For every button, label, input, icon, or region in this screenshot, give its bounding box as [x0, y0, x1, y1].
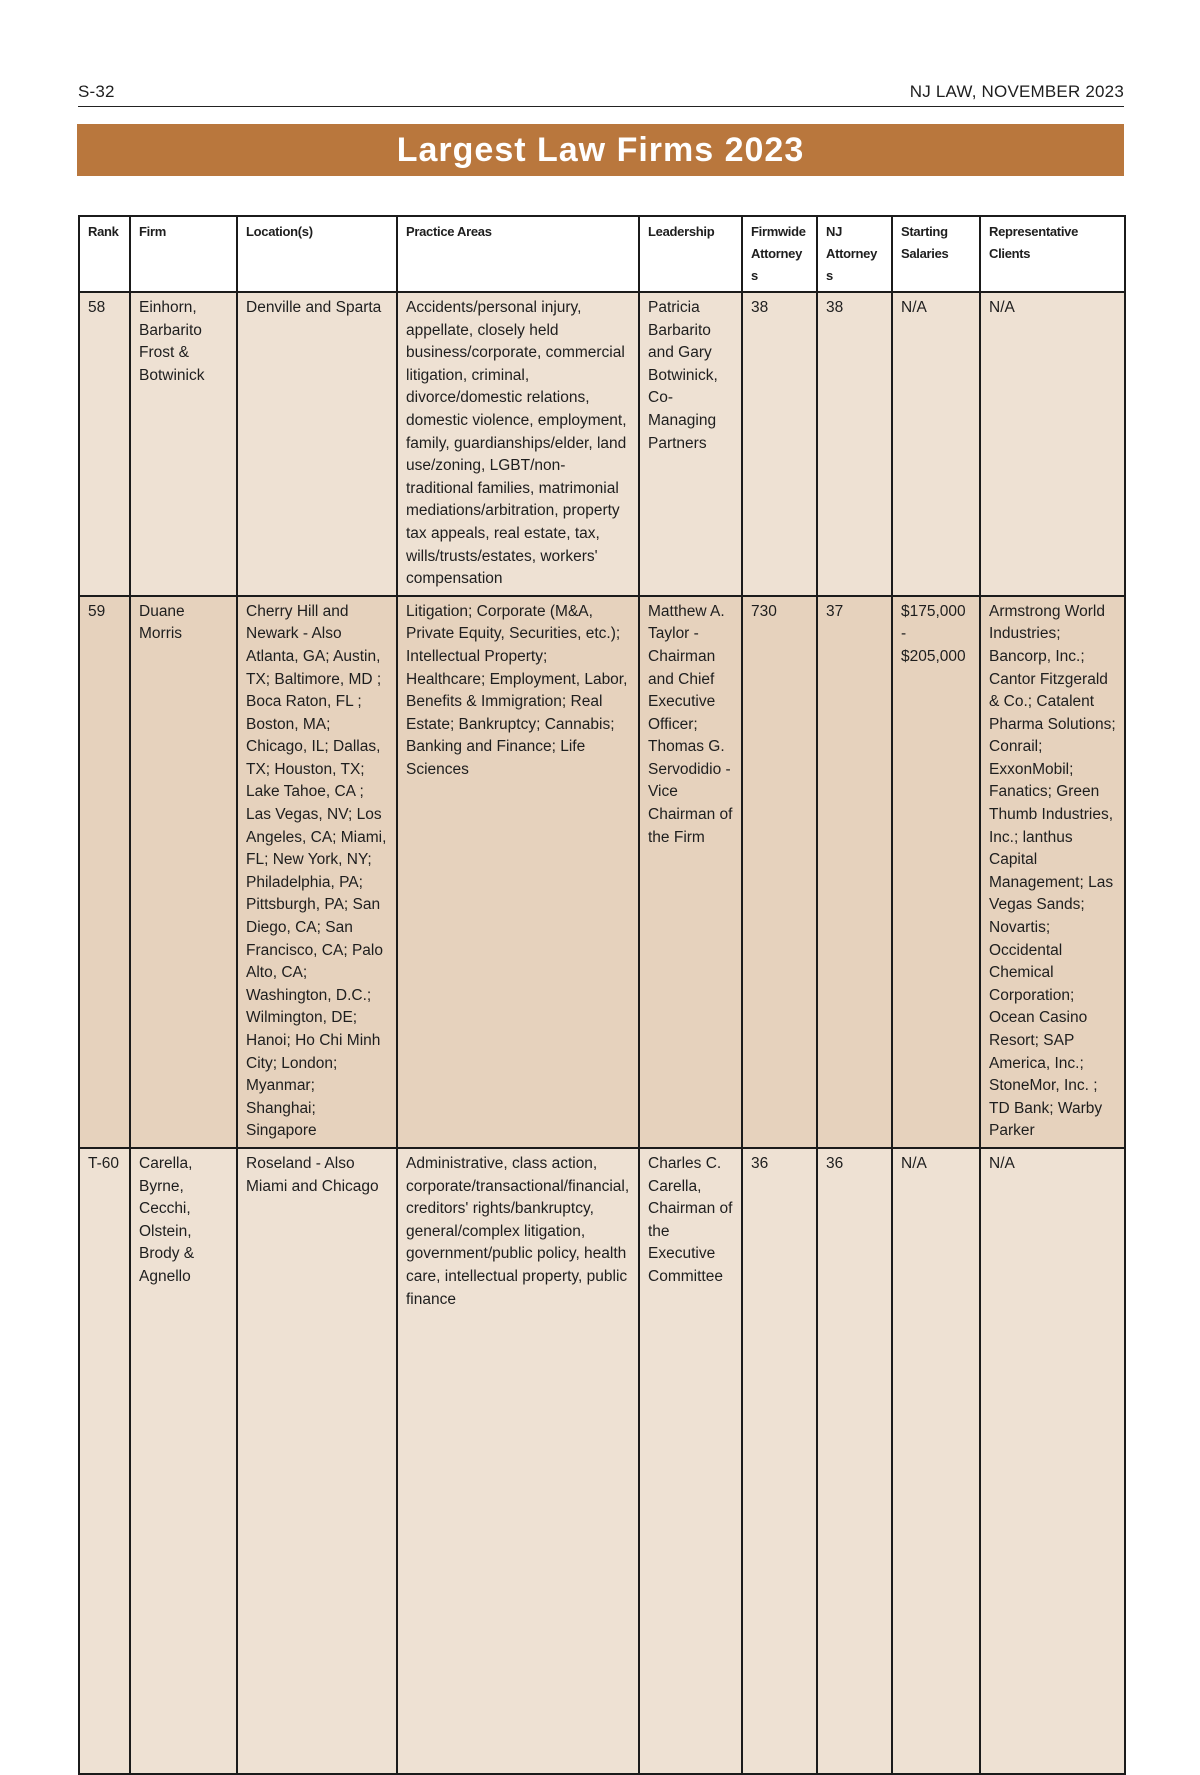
cell-practice-areas: Litigation; Corporate (M&A, Private Equity, Securities, etc.); Intellectual Property; Healthcare; Employment, Labor, Benefits & Immigration; Real Estate; Bankruptcy; Cannabis; Banking and Finance; Life Sciences — [397, 596, 639, 1148]
cell-nj-attorneys: 37 — [817, 596, 892, 1148]
cell-representative-clients: Armstrong World Industries; Bancorp, Inc.; Cantor Fitzgerald & Co.; Catalent Pharma Solutions; Conrail; ExxonMobil; Fanatics; Green Thumb Industries, Inc.; lanthus Capital Management; Las Vegas Sands; Novartis; Occidental Chemical Corporation; Ocean Casino Resort; SAP America, Inc.; StoneMor, Inc. ; TD Bank; Warby Parker — [980, 596, 1125, 1148]
law-firms-table — [78, 215, 1126, 1775]
cell-firmwide-attorneys: 38 — [742, 292, 817, 596]
cell-representative-clients: N/A — [980, 292, 1125, 596]
cell-starting-salaries: N/A — [892, 292, 980, 596]
cell-leadership: Patricia Barbarito and Gary Botwinick, Co-Managing Partners — [639, 292, 742, 596]
cell-nj-attorneys: 38 — [817, 292, 892, 596]
cell-locations: Cherry Hill and Newark - Also Atlanta, GA; Austin, TX; Baltimore, MD ; Boca Raton, FL ; Boston, MA; Chicago, IL; Dallas, TX; Houston, TX; Lake Tahoe, CA ; Las Vegas, NV; Los Angeles, CA; Miami, FL; New York, NY; Philadelphia, PA; Pittsburgh, PA; San Diego, CA; San Francisco, CA; Palo Alto, CA; Washington, D.C.; Wilmington, DE; Hanoi; Ho Chi Minh City; London; Myanmar; Shanghai; Singapore — [237, 596, 397, 1148]
title-banner — [77, 124, 1124, 176]
cell-rank: 58 — [79, 292, 130, 596]
column-header-locations: Location(s) — [237, 216, 397, 292]
cell-starting-salaries: N/A — [892, 1148, 980, 1774]
table-row — [79, 292, 1125, 596]
column-header-leadership: Leadership — [639, 216, 742, 292]
column-header-firm: Firm — [130, 216, 237, 292]
cell-practice-areas: Accidents/personal injury, appellate, closely held business/corporate, commercial litigation, criminal, divorce/domestic relations, domestic violence, employment, family, guardianships/elder, land use/zoning, LGBT/non-traditional families, matrimonial mediations/arbitration, property tax appeals, real estate, tax, wills/trusts/estates, workers' compensation — [397, 292, 639, 596]
page-header — [78, 80, 1124, 107]
cell-firmwide-attorneys: 36 — [742, 1148, 817, 1774]
cell-firm: Duane Morris — [130, 596, 237, 1148]
cell-locations: Denville and Sparta — [237, 292, 397, 596]
column-header-practice-areas: Practice Areas — [397, 216, 639, 292]
column-header-representative-clients: Representative Clients — [980, 216, 1125, 292]
cell-rank: T-60 — [79, 1148, 130, 1774]
cell-firm: Carella, Byrne, Cecchi, Olstein, Brody & Agnello — [130, 1148, 237, 1774]
cell-practice-areas: Administrative, class action, corporate/transactional/financial, creditors' rights/bankruptcy, general/complex litigation, government/public policy, health care, intellectual property, public finance — [397, 1148, 639, 1774]
cell-leadership: Matthew A. Taylor - Chairman and Chief Executive Officer; Thomas G. Servodidio - Vice Chairman of the Firm — [639, 596, 742, 1148]
column-header-starting-salaries: Starting Salaries — [892, 216, 980, 292]
column-header-rank: Rank — [79, 216, 130, 292]
cell-rank: 59 — [79, 596, 130, 1148]
cell-representative-clients: N/A — [980, 1148, 1125, 1774]
cell-firm: Einhorn, Barbarito Frost & Botwinick — [130, 292, 237, 596]
cell-starting-salaries: $175,000 - $205,000 — [892, 596, 980, 1148]
column-header-firmwide-attorneys: Firmwide Attorneys — [742, 216, 817, 292]
cell-locations: Roseland - Also Miami and Chicago — [237, 1148, 397, 1774]
column-header-nj-attorneys: NJ Attorneys — [817, 216, 892, 292]
page-title: Largest Law Firms 2023 — [396, 130, 805, 169]
publication-line: NJ LAW, NOVEMBER 2023 — [909, 82, 1124, 101]
cell-firmwide-attorneys: 730 — [742, 596, 817, 1148]
cell-leadership: Charles C. Carella, Chairman of the Executive Committee — [639, 1148, 742, 1774]
page-number: S-32 — [78, 82, 115, 101]
cell-nj-attorneys: 36 — [817, 1148, 892, 1774]
table-row — [79, 596, 1125, 1148]
table-row — [79, 1148, 1125, 1774]
table-header-row — [79, 216, 1125, 292]
